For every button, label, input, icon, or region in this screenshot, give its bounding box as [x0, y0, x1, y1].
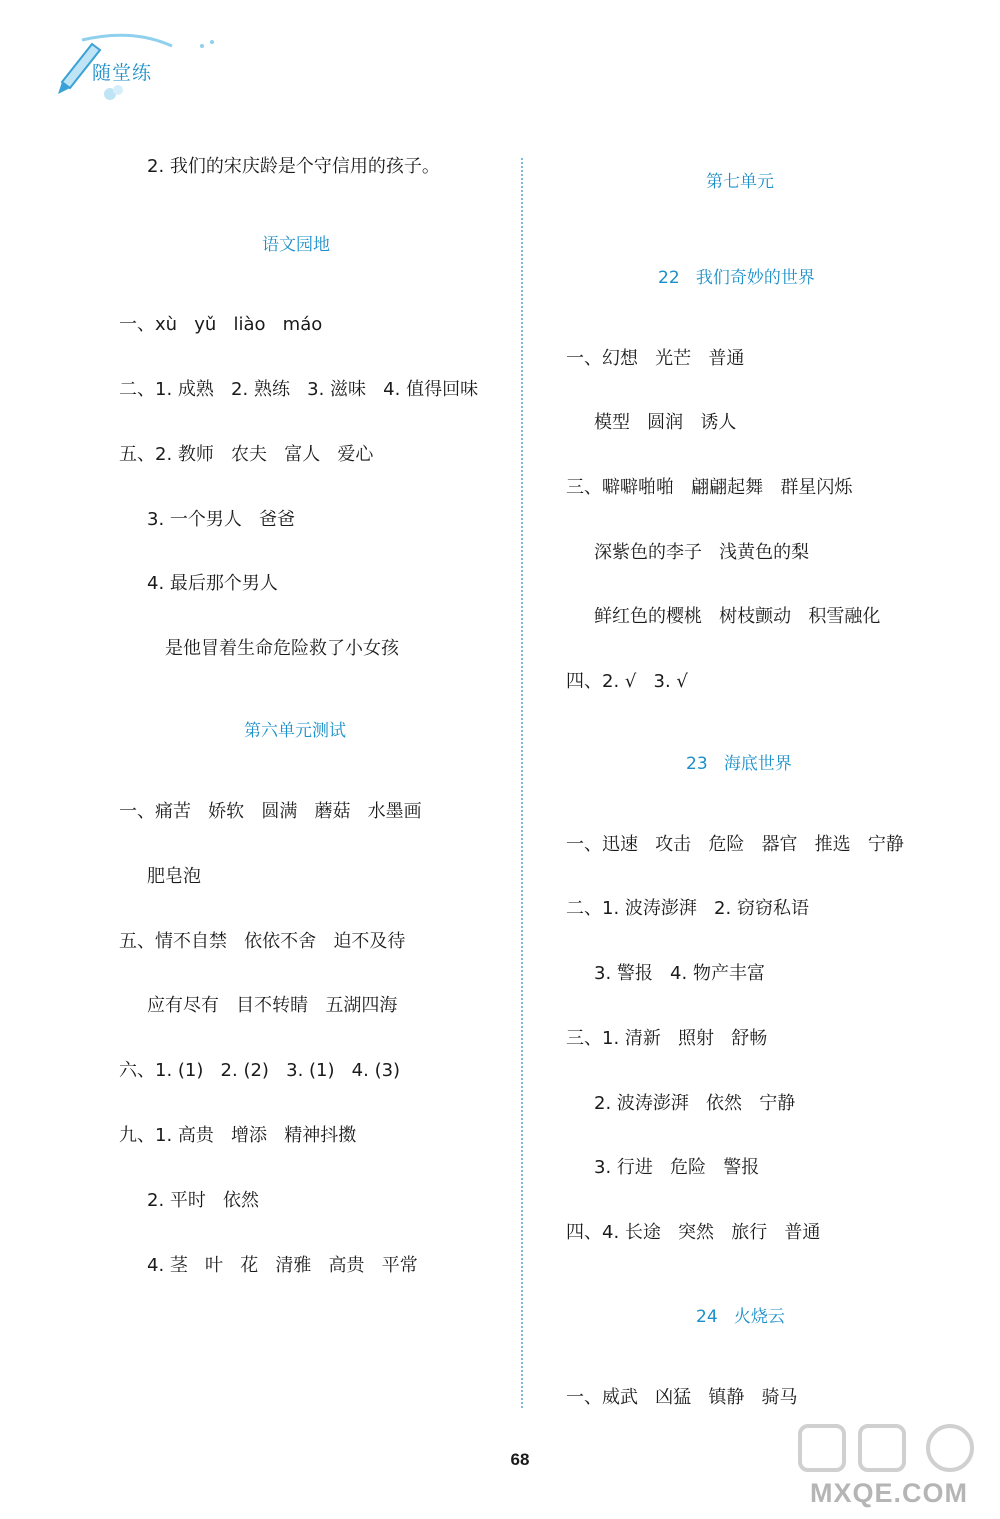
- answer-line: 2. 平时 依然: [147, 1190, 260, 1211]
- answer-line: 五、2. 教师 农夫 富人 爱心: [119, 444, 374, 465]
- answer-line: 一、痛苦 娇软 圆满 蘑菇 水墨画: [119, 801, 422, 822]
- answer-line: 模型 圆润 诱人: [594, 412, 737, 433]
- section-heading: 22 我们奇妙的世界: [658, 268, 815, 288]
- answer-line: 深紫色的李子 浅黄色的梨: [594, 542, 810, 563]
- answer-line: 九、1. 高贵 增添 精神抖擞: [119, 1125, 357, 1146]
- answer-line: 一、迅速 攻击 危险 器官 推选 宁静: [566, 834, 904, 855]
- answer-line: 鲜红色的樱桃 树枝颤动 积雪融化: [594, 606, 881, 627]
- answer-line: 一、xù yǔ liào máo: [119, 314, 323, 335]
- answer-line: 一、威武 凶猛 镇静 骑马: [566, 1387, 798, 1408]
- answer-line: 2. 我们的宋庆龄是个守信用的孩子。: [147, 156, 440, 177]
- answer-line: 三、噼噼啪啪 翩翩起舞 群星闪烁: [566, 477, 853, 498]
- answer-line: 四、4. 长途 突然 旅行 普通: [566, 1222, 821, 1243]
- column-divider: [521, 158, 523, 1408]
- answer-line: 二、1. 成熟 2. 熟练 3. 滋味 4. 值得回味: [119, 379, 479, 400]
- answer-line: 肥皂泡: [147, 866, 201, 887]
- answer-line: 五、情不自禁 依依不舍 迫不及待: [119, 931, 406, 952]
- answer-line: 3. 警报 4. 物产丰富: [594, 963, 765, 984]
- answer-line: 六、1. (1) 2. (2) 3. (1) 4. (3): [119, 1060, 401, 1081]
- section-heading: 23 海底世界: [686, 754, 792, 774]
- answer-line: 三、1. 清新 照射 舒畅: [566, 1028, 768, 1049]
- answer-line: 四、2. √ 3. √: [566, 671, 688, 692]
- answer-line: 3. 行进 危险 警报: [594, 1157, 760, 1178]
- section-heading: 语文园地: [262, 235, 330, 255]
- answer-line: 二、1. 波涛澎湃 2. 窃窃私语: [566, 898, 809, 919]
- section-heading: 24 火烧云: [696, 1307, 785, 1327]
- answer-line: 应有尽有 目不转睛 五湖四海: [147, 995, 398, 1016]
- page-number: 68: [510, 1450, 530, 1469]
- section-heading: 第六单元测试: [244, 721, 346, 741]
- section-heading: 第七单元: [706, 172, 774, 192]
- answer-line: 4. 茎 叶 花 清雅 高贵 平常: [147, 1255, 418, 1276]
- answer-line: 一、幻想 光芒 普通: [566, 348, 745, 369]
- logo-text: 随堂练: [92, 62, 153, 84]
- watermark-text: MXQE.COM: [810, 1478, 969, 1508]
- answer-line: 4. 最后那个男人: [147, 573, 278, 594]
- answer-line: 2. 波涛澎湃 依然 宁静: [594, 1093, 796, 1114]
- answer-line: 是他冒着生命危险救了小女孩: [165, 638, 399, 659]
- answer-line: 3. 一个男人 爸爸: [147, 509, 296, 530]
